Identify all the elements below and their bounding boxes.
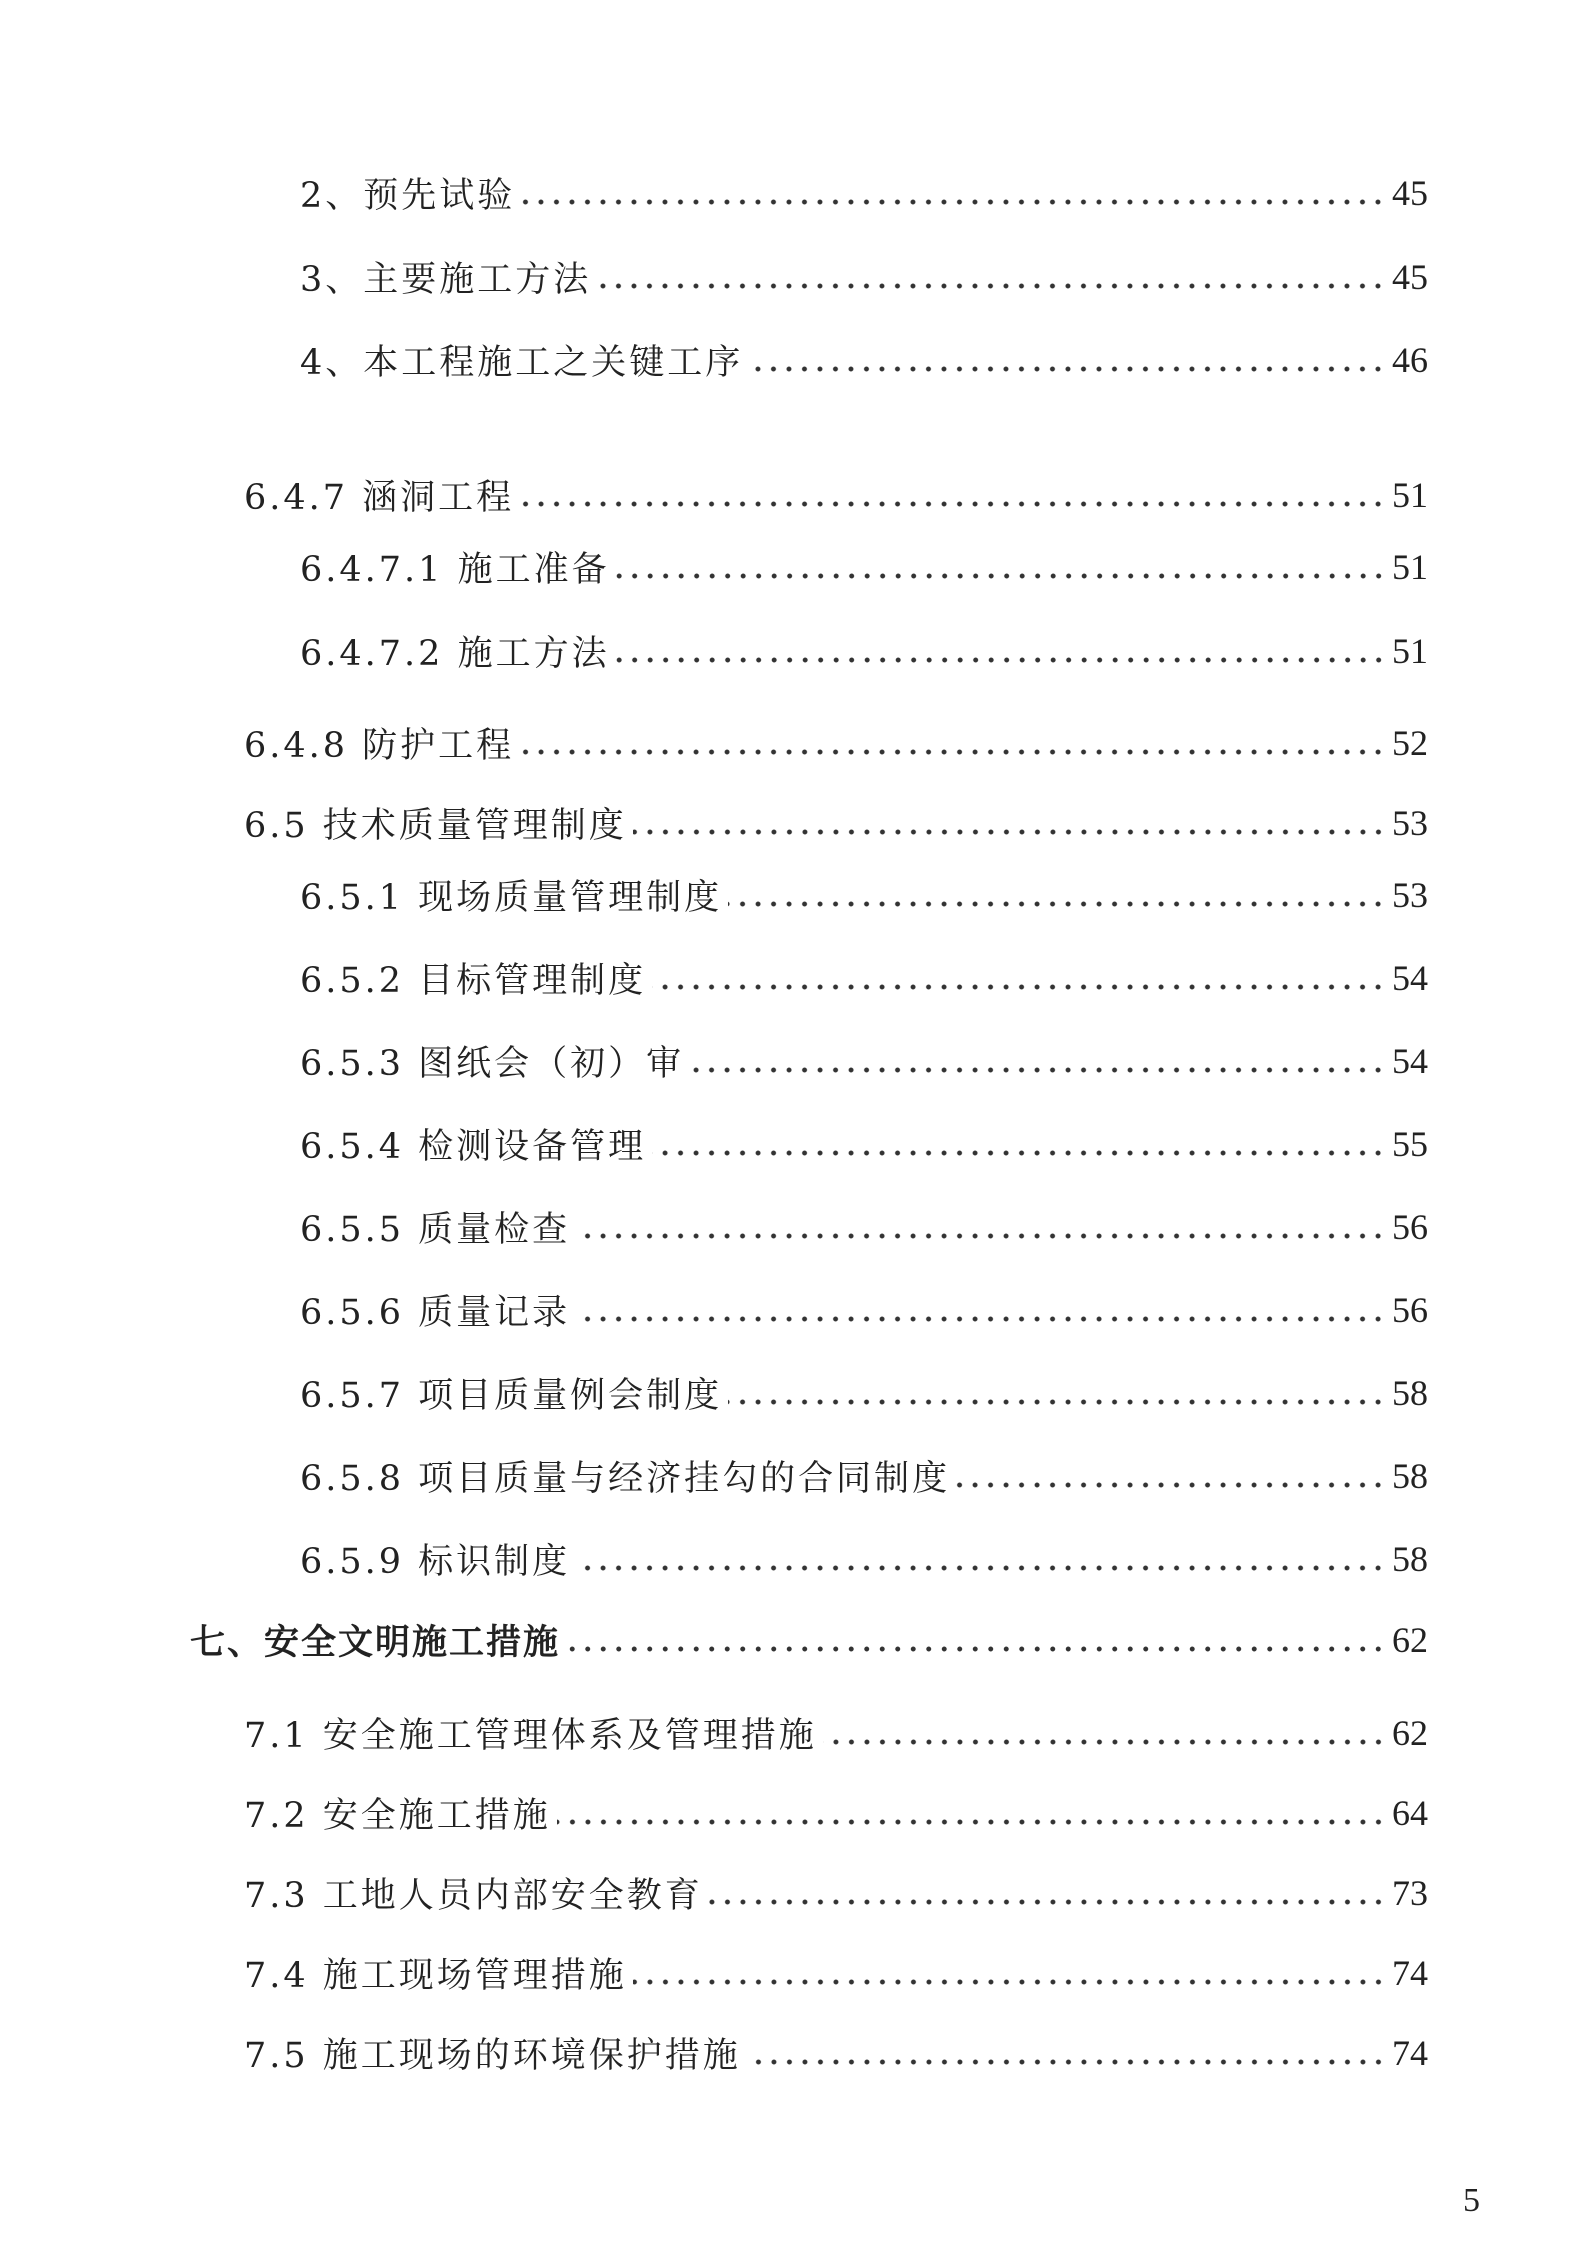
dot-leader: [616, 572, 1386, 580]
toc-entry-label: 6.5.3 图纸会（初）审: [300, 1044, 685, 1084]
toc-entry[interactable]: [300, 870, 1428, 920]
toc-entry[interactable]: [300, 252, 1428, 302]
toc-entry[interactable]: [300, 1451, 1428, 1501]
toc-entry-page: 56: [1392, 1207, 1428, 1247]
toc-entry[interactable]: [300, 626, 1428, 676]
toc-entry[interactable]: [244, 1948, 1428, 1998]
dot-leader: [633, 1978, 1386, 1986]
toc-entry-page: 46: [1392, 340, 1428, 380]
toc-entry-page: 51: [1392, 547, 1428, 587]
toc-entry[interactable]: [244, 798, 1428, 848]
toc-entry-label: 7.1 安全施工管理体系及管理措施: [244, 1716, 817, 1756]
toc-entry[interactable]: [244, 1788, 1428, 1838]
toc-entry[interactable]: [300, 1534, 1428, 1584]
toc-entry-page: 51: [1392, 475, 1428, 515]
dot-leader: [749, 365, 1386, 373]
toc-entry-page: 73: [1392, 1873, 1428, 1913]
toc-entry-label: 2、预先试验: [300, 176, 516, 216]
dot-leader: [956, 1481, 1386, 1489]
toc-entry[interactable]: [244, 1868, 1428, 1918]
toc-entry-page: 53: [1392, 875, 1428, 915]
toc-entry-page: 62: [1392, 1620, 1428, 1660]
toc-entry-page: 74: [1392, 2033, 1428, 2073]
toc-entry-page: 54: [1392, 1041, 1428, 1081]
toc-entry-label: 6.4.7.2 施工方法: [300, 634, 610, 674]
toc-entry-label: 6.5.8 项目质量与经济挂勾的合同制度: [300, 1459, 951, 1499]
toc-entry-label: 7.3 工地人员内部安全教育: [244, 1876, 703, 1916]
dot-leader: [576, 1564, 1386, 1572]
dot-leader: [633, 828, 1386, 836]
toc-entry-label: 7.5 施工现场的环境保护措施: [244, 2036, 741, 2076]
dot-leader: [520, 500, 1386, 508]
toc-entry[interactable]: [300, 335, 1428, 385]
page-number: 5: [1463, 2182, 1480, 2219]
toc-entry-page: 45: [1392, 173, 1428, 213]
toc-entry-page: 74: [1392, 1953, 1428, 1993]
toc-entry-label: 6.4.8 防护工程: [244, 726, 515, 766]
toc-entry-page: 58: [1392, 1373, 1428, 1413]
toc-entry-label: 6.5.4 检测设备管理: [300, 1127, 647, 1167]
toc-entry-page: 51: [1392, 631, 1428, 671]
toc-entry-label: 6.5.2 目标管理制度: [300, 961, 647, 1001]
dot-leader: [728, 900, 1386, 908]
toc-entry-page: 54: [1392, 958, 1428, 998]
dot-leader: [597, 282, 1386, 290]
toc-entry-page: 45: [1392, 257, 1428, 297]
toc-entry-page: 64: [1392, 1793, 1428, 1833]
toc-entry-label: 6.5.6 质量记录: [300, 1293, 571, 1333]
toc-entry[interactable]: [300, 168, 1428, 218]
toc-entry[interactable]: [300, 1368, 1428, 1418]
toc-entry-label: 6.5.5 质量检查: [300, 1210, 571, 1250]
toc-entry-page: 58: [1392, 1539, 1428, 1579]
dot-leader: [728, 1398, 1386, 1406]
dot-leader: [616, 656, 1386, 664]
toc-entry-page: 55: [1392, 1124, 1428, 1164]
toc-entry[interactable]: [244, 470, 1428, 520]
toc-entry-page: 56: [1392, 1290, 1428, 1330]
toc-entry-label: 6.5.9 标识制度: [300, 1542, 571, 1582]
toc-entry[interactable]: [190, 1615, 1428, 1665]
toc-entry-label: 7.4 施工现场管理措施: [244, 1956, 627, 1996]
toc-entry[interactable]: [244, 1708, 1428, 1758]
toc-entry-label: 6.4.7 涵洞工程: [244, 478, 515, 518]
toc-entry-page: 58: [1392, 1456, 1428, 1496]
dot-leader: [576, 1315, 1386, 1323]
toc-entry-label: 6.5.1 现场质量管理制度: [300, 878, 723, 918]
toc-entry-label: 4、本工程施工之关键工序: [300, 343, 744, 383]
toc-entry[interactable]: [244, 718, 1428, 768]
dot-leader: [557, 1818, 1386, 1826]
toc-entry[interactable]: [300, 1036, 1428, 1086]
toc-entry-label: 6.5.7 项目质量例会制度: [300, 1376, 723, 1416]
toc-entry[interactable]: [300, 1285, 1428, 1335]
toc-entry[interactable]: [244, 2028, 1428, 2078]
toc-entry[interactable]: [300, 1202, 1428, 1252]
toc-entry[interactable]: [300, 542, 1428, 592]
dot-leader: [652, 1149, 1386, 1157]
toc-entry-label: 6.4.7.1 施工准备: [300, 550, 610, 590]
toc-entry-label: 3、主要施工方法: [300, 260, 592, 300]
dot-leader: [652, 983, 1386, 991]
toc-entry[interactable]: [300, 953, 1428, 1003]
dot-leader: [566, 1645, 1386, 1653]
toc-entry-page: 53: [1392, 803, 1428, 843]
dot-leader: [576, 1232, 1386, 1240]
toc-entry-label: 七、安全文明施工措施: [190, 1622, 561, 1663]
toc-entry-page: 52: [1392, 723, 1428, 763]
toc-entry[interactable]: [300, 1119, 1428, 1169]
dot-leader: [521, 198, 1386, 206]
dot-leader: [690, 1066, 1386, 1074]
toc-entry-page: 62: [1392, 1713, 1428, 1753]
toc-entry-label: 6.5 技术质量管理制度: [244, 806, 627, 846]
dot-leader: [747, 2058, 1386, 2066]
dot-leader: [823, 1738, 1386, 1746]
dot-leader: [520, 748, 1386, 756]
toc-entry-label: 7.2 安全施工措施: [244, 1796, 551, 1836]
dot-leader: [709, 1898, 1386, 1906]
